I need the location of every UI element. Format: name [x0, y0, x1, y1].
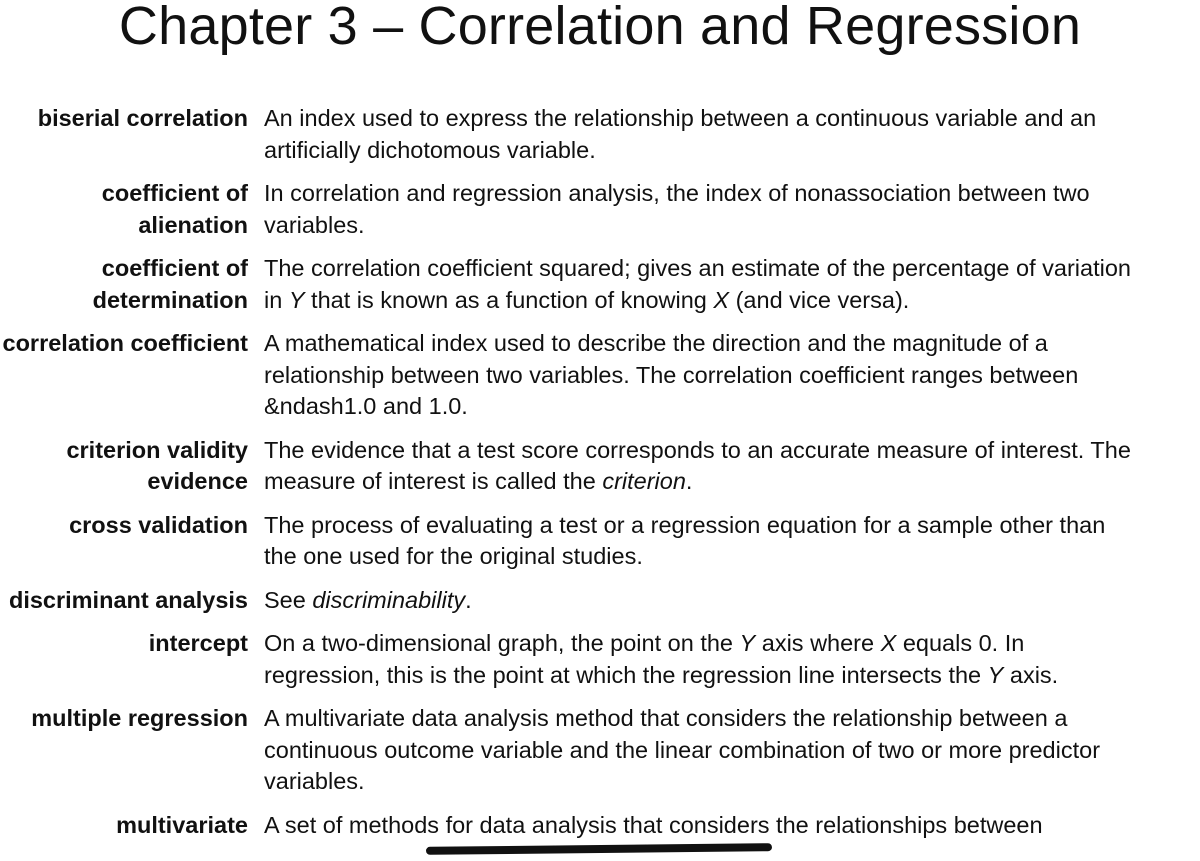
- glossary-term: coefficient of alienation: [101, 180, 248, 238]
- glossary-entry: [0, 103, 1200, 166]
- glossary-definition: A set of methods for data analysis that considers the relationships between: [264, 811, 1043, 838]
- glossary-definition: The process of evaluating a test or a regression equation for a sample other than the one used for the original studies.: [264, 511, 1106, 569]
- glossary-definition: A multivariate data analysis method that considers the relationship between a continuous outcome variable and the linear combination of two or more predictor variables.: [264, 705, 1101, 794]
- glossary-entry: [0, 510, 1200, 573]
- glossary-entry: [0, 585, 1200, 617]
- page-title: Chapter 3 – Correlation and Regression: [118, 0, 1082, 56]
- glossary-entry: [0, 253, 1200, 316]
- glossary-term: coefficient of determination: [92, 255, 248, 313]
- glossary-term: multiple regression: [31, 705, 248, 731]
- glossary-definition: See discriminability.: [264, 586, 472, 613]
- glossary-definition: The correlation coefficient squared; gives an estimate of the percentage of variation in Y that is known as a function of knowing X (and vice versa).: [264, 255, 1131, 313]
- glossary-term: criterion validity evidence: [66, 436, 248, 494]
- glossary-entry: [0, 435, 1200, 498]
- glossary-definition: On a two-dimensional graph, the point on the Y axis where X equals 0. In regression, this is the point at which the regression line intersects the Y axis.: [264, 630, 1059, 688]
- glossary-definition: The evidence that a test score corresponds to an accurate measure of interest. The measure of interest is called the criterion.: [264, 436, 1131, 494]
- glossary-entry: [0, 703, 1200, 798]
- glossary-term: intercept: [148, 630, 248, 656]
- glossary-entry: [0, 178, 1200, 241]
- glossary-term: multivariate: [116, 811, 248, 838]
- glossary-definition: An index used to express the relationship between a continuous variable and an artificially dichotomous variable.: [264, 105, 1097, 163]
- glossary-term: cross validation: [69, 511, 248, 538]
- glossary-term: biserial correlation: [37, 105, 248, 131]
- glossary-term: correlation coefficient: [2, 330, 248, 356]
- glossary-entry: [0, 810, 1200, 842]
- glossary-definition: A mathematical index used to describe the direction and the magnitude of a relationship between two variables. The correlation coefficient ranges between &ndash1.0 and 1.0.: [264, 330, 1079, 419]
- glossary-entry: [0, 328, 1200, 423]
- glossary-term: discriminant analysis: [8, 586, 248, 613]
- glossary-entry: [0, 628, 1200, 691]
- glossary-list: [0, 103, 1200, 853]
- glossary-definition: In correlation and regression analysis, the index of nonassociation between two variables.: [264, 180, 1090, 238]
